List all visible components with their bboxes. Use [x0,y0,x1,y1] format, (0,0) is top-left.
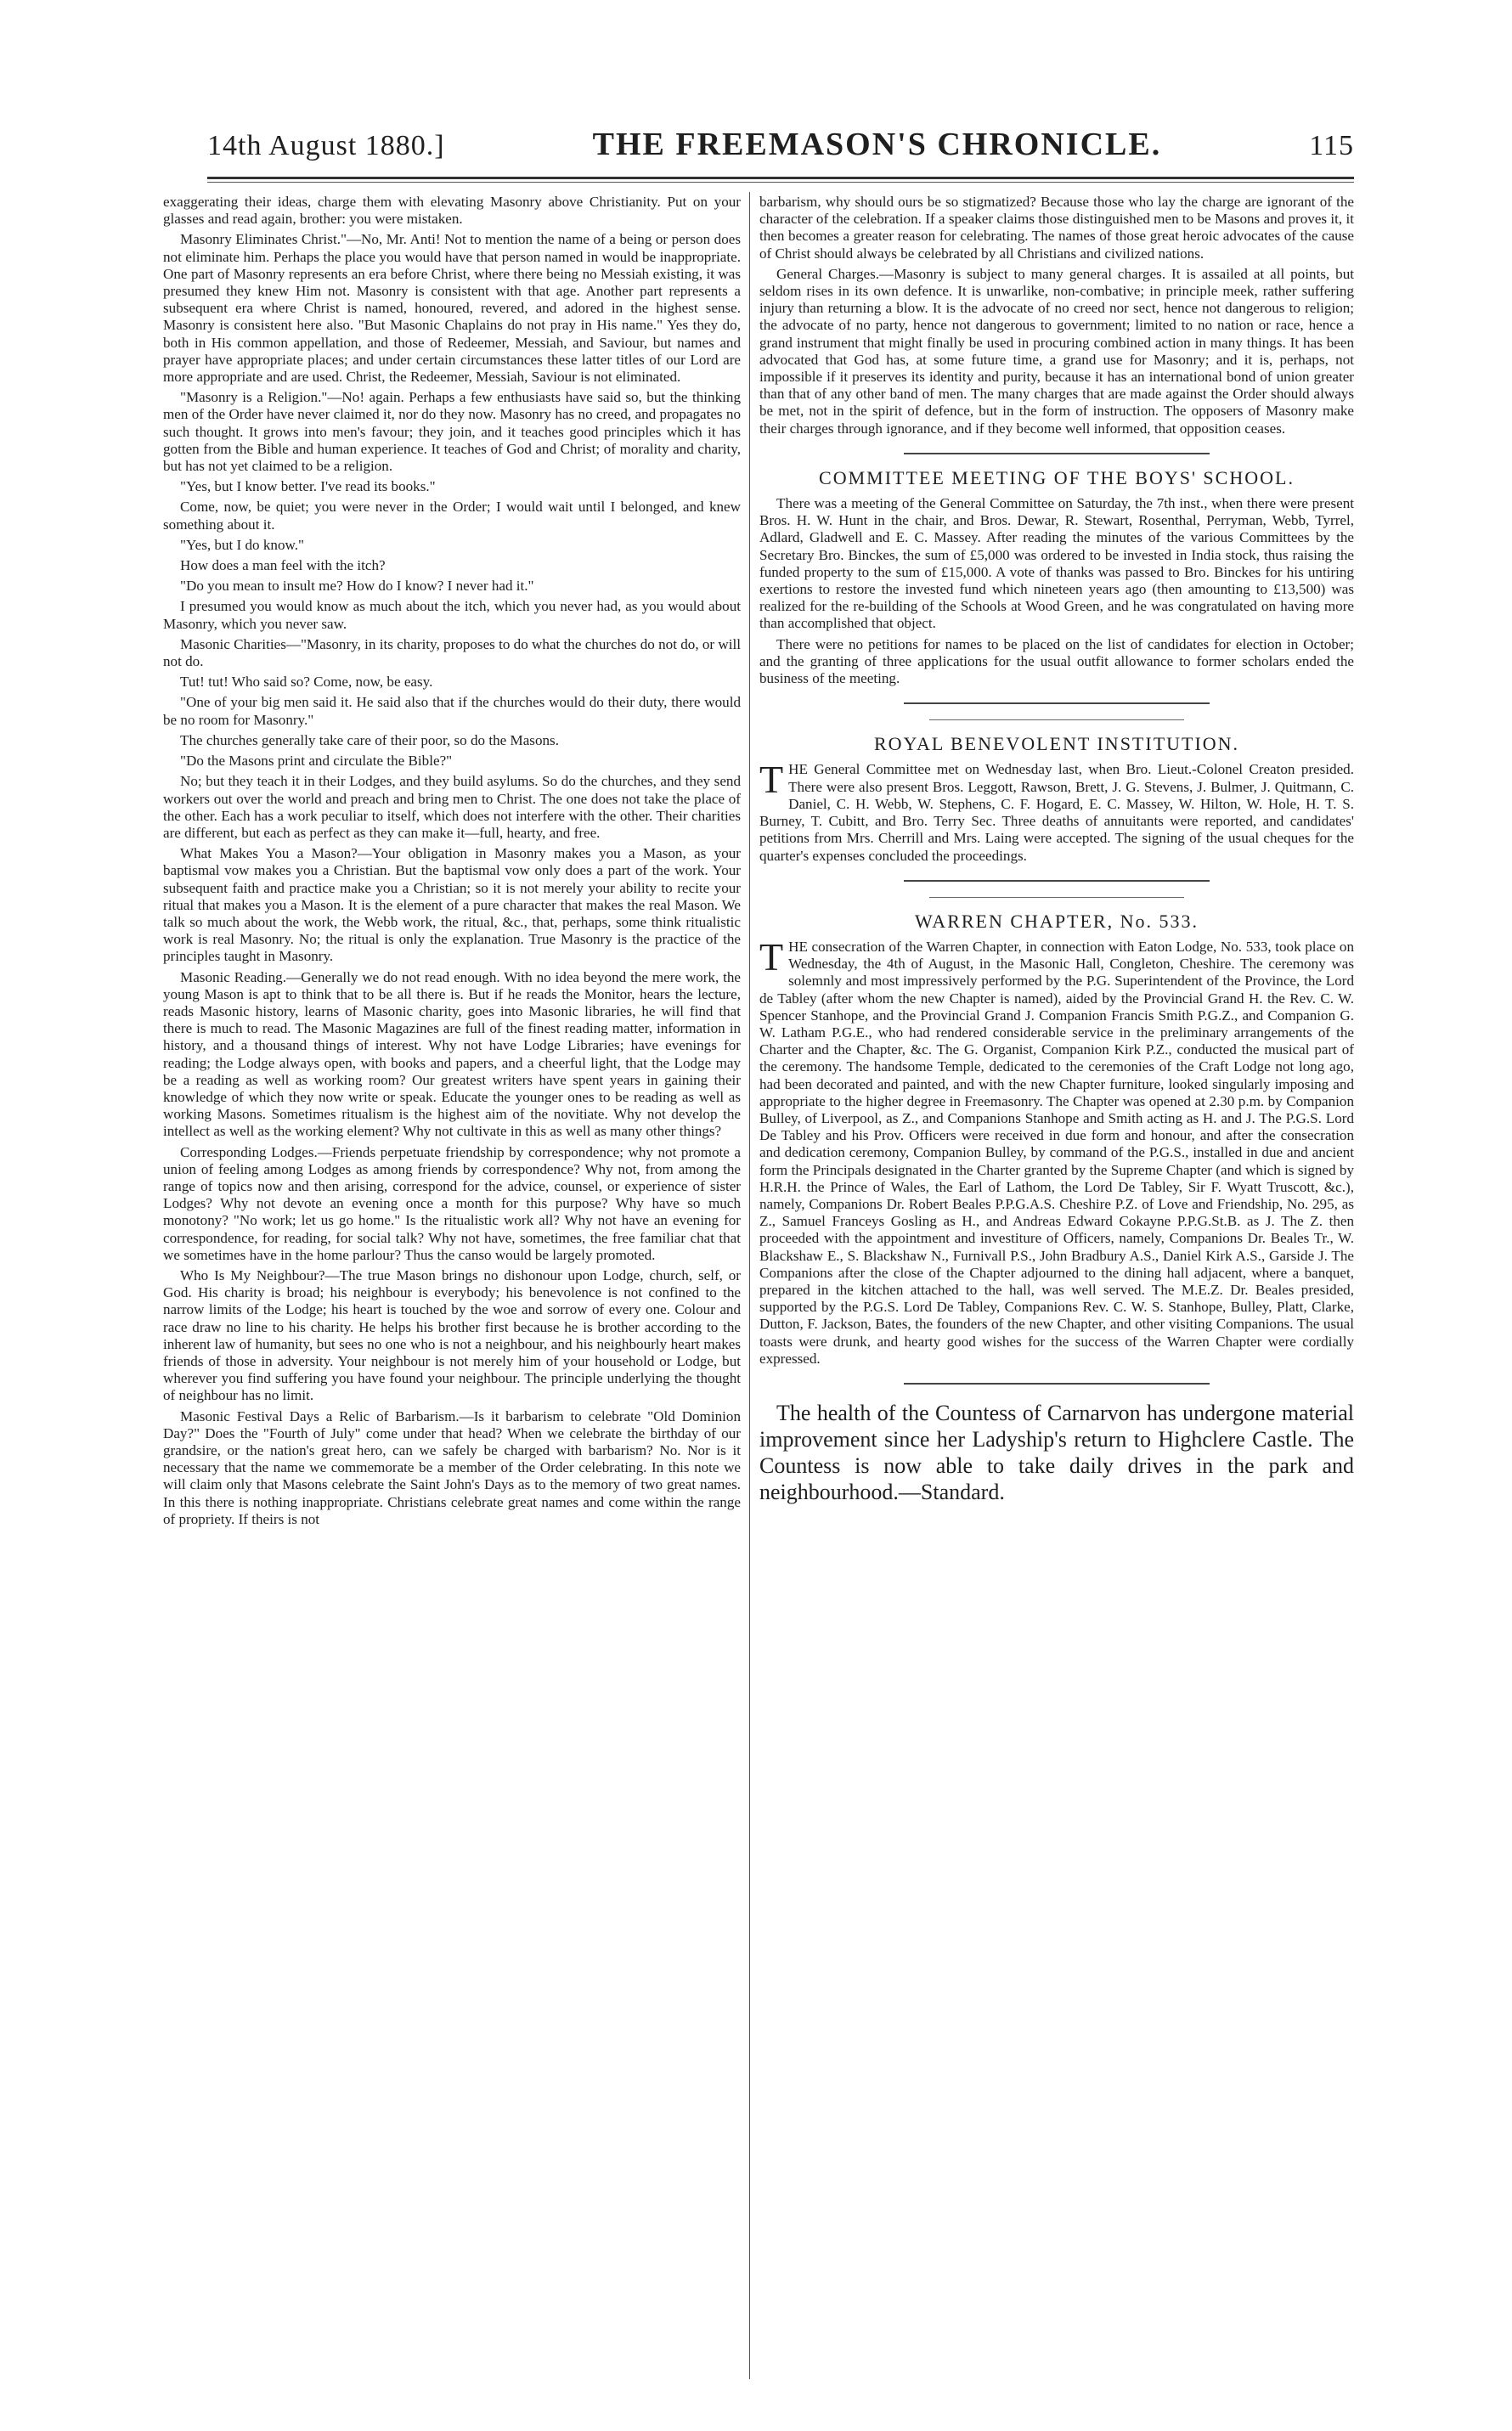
header-rule [207,177,1354,179]
section-heading-boys-school: COMMITTEE MEETING OF THE BOYS' SCHOOL. [819,466,1295,488]
article-paragraph: Come, now, be quiet; you were never in the Order; I would wait until I belonged, and knew something about it. [163,499,741,533]
issue-date: 14th August 1880.] [207,130,445,161]
column-divider [749,192,750,2379]
article-paragraph: Corresponding Lodges.—Friends perpetuate friendship by correspondence; why not promote a union of feeling among Lodges as among friends by correspondence? Why not, from among the range of topics now and then arising, correspond for the advice, counsel, or experience of sister Lodges? Why not devote an evening once a month for this purpose? Why have so much monotony? "No work; let us go home." Is the ritualistic work all? Why not have an evening for correspondence, for reading, for social talk? Why not have, sometimes, the free familiar chat that we sometimes have in the home parlour? Thus the canso would be largely promoted. [163,1143,741,1263]
article-paragraph: "Do the Masons print and circulate the Bible?" [180,753,453,770]
article-paragraph: General Charges.—Masonry is subject to many general charges. It is assailed at all points, but seldom rises in its own defence. It is unwarlike, non-combative; in principle meek, rather suffering injury than returning a blow. It is the advocate of no creed nor sect, hence not dangerous to religion; the advocate of no party, hence not dangerous to government; limited to no nation or race, hence a grand instrument that might finally be used in procuring combined action in many things. It has been advocated that God has, at some future time, a grand use for Masonry; and it is, perhaps, not impossible if it preserves its identity and purity, because it has an international bond of union greater than that of any other band of men. The many charges that are made against the Order should always be met, not in the spirit of defence, but in the form of instruction. The opposers of Masonry make their charges through ignorance, and if they become well informed, that opposition ceases. [759,265,1354,437]
header-rule-thin [207,182,1354,183]
article-paragraph: Masonic Festival Days a Relic of Barbarism.—Is it barbarism to celebrate "Old Dominion Day?" Does the "Fourth of July" come under that head? When we celebrate the birthday of our grandsire, or the nation's great hero, can we safely be charged with barbarism? No. Nor is it necessary that the name we commemorate be a member of the Order celebrating. In this note we will claim only that Masons celebrate the Saint John's Days as to the memory of two great names. In this there is nothing inappropriate. Christians celebrate great names and come within the range of propriety. If theirs is not [163,1407,741,1527]
article-paragraph: Tut! tut! Who said so? Come, now, be easy. [180,674,433,691]
closing-note: The health of the Countess of Carnarvon has undergone material improvement since her Ladyship's return to Highclere Castle. The Countess is now able to take daily drives in the park and neighbourhood.—Standard. [759,1400,1354,1504]
article-paragraph: How does a man feel with the itch? [180,557,386,574]
article-paragraph: No; but they teach it in their Lodges, and they build asylums. So do the churches, and they send workers out over the world and preach and bring men to Christ. The one does not take the place of the other. Each has a work peculiar to itself, which does not interfere with the other. Their charities are different, but each as perfect as they can make it—full, hearty, and free. [163,773,741,841]
section-separator [904,1383,1210,1385]
article-paragraph: There was a meeting of the General Committee on Saturday, the 7th inst., when there were present Bros. H. W. Hunt in the chair, and Bros. Dewar, R. Stewart, Rosenthal, Perryman, Webb, Tyrrel, Adlard, Gladwell and E. C. Massey. After reading the minutes of the various Committees by the Secretary Bro. Binckes, the sum of £5,000 was ordered to be invested in India stock, thus raising the funded property to the sum of £15,000. A vote of thanks was passed to Bro. Binckes for his untiring exertions to restore the invested fund which nineteen years ago (then amounting to £13,500) was realized for the re-building of the Schools at Wood Green, and he was congratulated on having more than accomplished that object. [759,495,1354,632]
article-paragraph: "Yes, but I know better. I've read its books." [180,478,436,495]
right-column [759,194,1354,2402]
section-separator [904,880,1210,882]
page-header [207,126,1354,173]
section-separator [904,702,1210,704]
article-paragraph: Masonry Eliminates Christ."—No, Mr. Anti! Not to mention the name of a being or person does not eliminate him. Perhaps the place you would have that person named in would be inappropriate. One part of Masonry represents an era before Christ, where there being no Messiah existing, it was presumed they knew Him not. Masonry is consistent with that age. Another part represents a subsequent era where Christ is named, honoured, revered, and adored in the highest sense. Masonry is consistent here also. "But Masonic Chaplains do not pray in His name." Yes they do, both in His common appellation, and those of Redeemer, Messiah, and Saviour, but names and prayer have appropriate places; and under certain circumstances these latter titles of our Lord are more appropriate and are used. Christ, the Redeemer, Messiah, Saviour is not eliminated. [163,231,741,386]
royal-benevolent-body [759,758,1354,864]
page-number: 115 [1309,130,1354,161]
section-heading-royal-benevolent: ROYAL BENEVOLENT INSTITUTION. [873,733,1240,755]
section-separator-thin [929,719,1184,720]
article-paragraph: "One of your big men said it. He said also that if the churches would do their duty, there would be no room for Masonry." [163,694,741,728]
article-paragraph: Who Is My Neighbour?—The true Mason brings no dishonour upon Lodge, church, self, or God. His charity is broad; his neighbour is everybody; his benevolence is not confined to the narrow limits of the Lodge; his heart is touched by the woe and sorrow of every one. Colour and race draw no line to his charity. He helps his brother first because he is brother according to the inherent law of humanity, but sees no one who is not a neighbour, and his neighbourly heart makes friends of those in adversity. Your neighbour is not merely him of your household or Lodge, but wherever you find suffering you have found your neighbour. The principle underlying the thought of neighbour has no limit. [163,1266,741,1404]
article-paragraph: What Makes You a Mason?—Your obligation in Masonry makes you a Mason, as your baptismal vow makes you a Christian. But the baptismal vow only does a part of the work. Your subsequent faith and practice make you a Christian; so it is not merely your ability to recite your ritual that makes you a Mason. It is the element of a pure character that makes the real Mason. We talk so much about the work, the Webb work, the ritual, &c., that, perhaps, some think ritualistic work is real Masonry. No; the ritual is only the explanation. True Masonry is the practice of the principles taught in Masonry. [163,845,741,965]
section-separator-thin [929,897,1184,898]
article-paragraph: barbarism, why should ours be so stigmatized? Because those who lay the charge are ignorant of the character of the celebration. If a speaker claims those distinguished men to be Masons and proves it, it then becomes a greater reason for celebrating. The names of those great heroic advocates of the cause of Christ should always be celebrated by all Christians and civilized nations. [759,194,1354,262]
warren-chapter-body [759,934,1354,1368]
article-paragraph: I presumed you would know as much about the itch, which you never had, as you would about Masonry, which you never saw. [163,598,741,632]
article-paragraph: exaggerating their ideas, charge them with elevating Masonry above Christianity. Put on your glasses and read again, brother: you were mistaken. [163,194,741,228]
article-paragraph: THE General Committee met on Wednesday last, when Bro. Lieut.-Colonel Creaton presided. There were also present Bros. Leggott, Rawson, Brett, J. G. Stevens, J. Bulmer, J. Quitmann, C. Daniel, C. H. Webb, W. Stephens, C. F. Hogard, E. C. Massey, W. Hilton, W. Hole, H. T. S. Burney, T. Cubitt, and Bro. Terry Sec. Three deaths of annuitants were reported, and candidates' petitions from Mrs. Cherrill and Mrs. Laing were accepted. The signing of the usual cheques for the quarter's expenses concluded the proceedings. [759,758,1354,864]
publication-title: THE FREEMASON'S CHRONICLE. [592,127,1162,162]
article-paragraph: "Yes, but I do know." [180,536,304,553]
article-paragraph: There were no petitions for names to be placed on the list of candidates for election in October; and the granting of three applications for the usual outfit allowance to former scholars ended the business of the meeting. [759,635,1354,687]
article-paragraph: Masonic Charities—"Masonry, in its charity, proposes to do what the churches do not do, or will not do. [163,635,741,670]
section-separator [904,453,1210,454]
left-column [163,194,741,2402]
article-paragraph: The churches generally take care of their poor, so do the Masons. [180,731,559,748]
article-paragraph: THE consecration of the Warren Chapter, in connection with Eaton Lodge, No. 533, took place on Wednesday, the 4th of August, in the Masonic Hall, Congleton, Cheshire. The ceremony was solemnly and most impressively performed by the P.G. Superintendent of the Province, the Lord de Tabley (after whom the new Chapter is named), aided by the Provincial Grand H. the Rev. C. W. Spencer Stanhope, and the Provincial Grand J. Companion Francis Smith P.G.Z., and Companion G. W. Latham P.G.E., who had rendered considerable service in the preliminary arrangements of the Charter and the Chapter, &c. The G. Organist, Companion Kirk P.Z., conducted the musical part of the ceremony. The handsome Temple, dedicated to the ceremonies of the Craft Lodge not long ago, had been decorated and painted, and with the new Chapter furniture, looked singularly imposing and appropriate to the higher degree in Freemasonry. The Chapter was opened at 2.30 p.m. by Companion Bulley, of Liverpool, as Z., and Companions Stanhope and Smith acting as H. and J. The P.G.S. Lord De Tabley and his Prov. Officers were received in due form and honour, and after the consecration and dedication ceremony, Companion Bulley, by command of the P.G.S., installed in due and ancient form the Principals designated in the Charter granted by the Supreme Chapter (and which is signed by H.R.H. the Prince of Wales, the Earl of Lathom, the Lord De Tabley, Sir F. Wyatt Truscott, &c.), namely, Companions Dr. Robert Beales P.P.G.A.S. Cheshire P.Z. of Love and Friendship, No. 295, as Z., Samuel Franceys Gosling as H., and Andreas Edward Cokayne P.P.G.St.B. as J. The Z. then proceeded with the appointment and investiture of Officers, namely, Companions Dr. Beales Tr., W. Blackshaw E., S. Blackshaw N., Furnivall P.S., John Bradbury A.S., Daniel Kirk A.S., Garside J. The Companions after the close of the Chapter adjourned to the dining hall adjacent, where a banquet, prepared in the kitchen attached to the hall, was well served. The M.E.Z. Dr. Beales presided, supported by the P.G.S. Lord De Tabley, Companions Rev. C. W. S. Stanhope, Bulley, Platt, Clarke, Dutton, F. Jackson, Bates, the founders of the new Chapter, and other visiting Companions. The usual toasts were drunk, and hearty good wishes for the success of the Warren Chapter were cordially expressed. [759,934,1354,1367]
article-paragraph: Masonic Reading.—Generally we do not read enough. With no idea beyond the mere work, the young Mason is apt to think that to be all there is. But if he reads the Monitor, hears the lecture, reads Masonic history, learns of Masonic charity, goes into Masonic libraries, he will find that there is much to read. The Masonic Magazines are full of the finest reading matter, information in history, and a thousand things of interest. Why not have Lodge Libraries; have evenings for reading; the Lodge always open, with books and papers, and a cheerful light, that the Lodge may be a reading as well as working room? Our greatest writers have spent years in gaining their knowledge of which they now write or speak. Educate the younger ones to be reading as well as working Masons. Sometimes ritualism is the highest aim of the novitiate. Why not develop the intellect as well as the working element? Why not cultivate in this as well as many other things? [163,968,741,1140]
article-paragraph: "Masonry is a Religion."—No! again. Perhaps a few enthusiasts have said so, but the thinking men of the Order have never claimed it, nor do they now. Masonry has no creed, and propagates no such thought. It grows into men's favour; they join, and it teaches good principles which it has gotten from the Bible and human experience. It teaches of God and Christ; of morality and charity, but has not yet claimed to be a religion. [163,389,741,475]
section-heading-warren-chapter: WARREN CHAPTER, No. 533. [914,910,1199,932]
article-paragraph: "Do you mean to insult me? How do I know? I never had it." [180,578,534,595]
